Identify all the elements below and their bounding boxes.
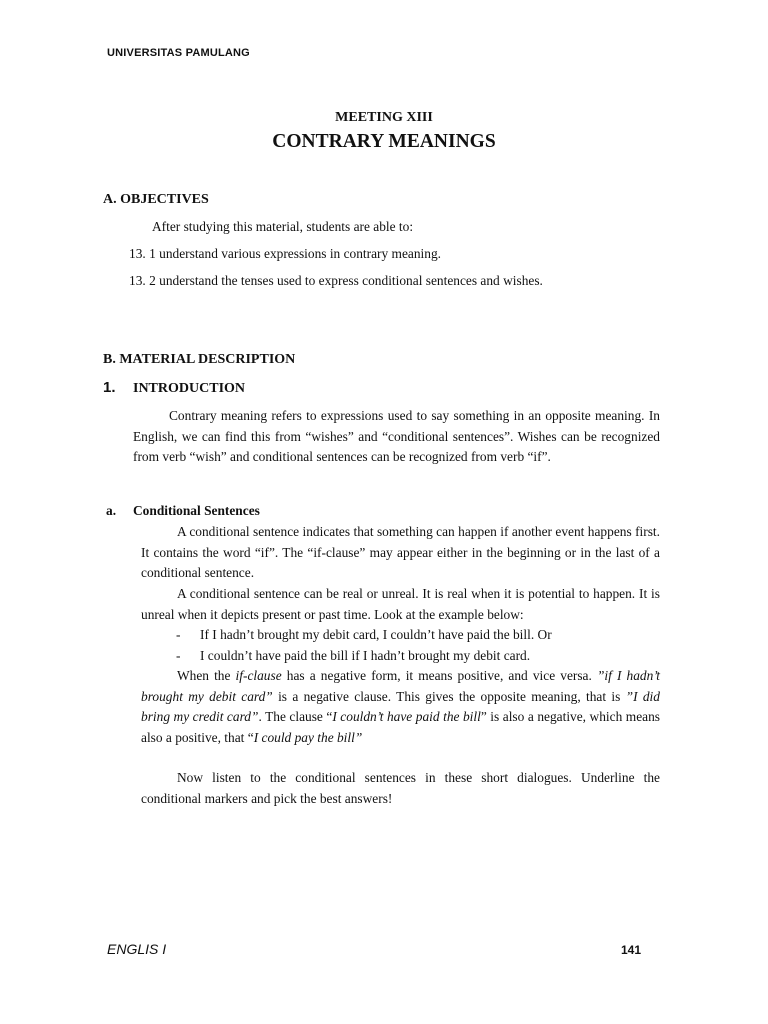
- example-dash-2: -: [176, 648, 181, 663]
- p3-italic-5: I could pay the bill”: [253, 729, 363, 745]
- p3-italic-2: ”if I hadn’t brought my debit card”: [141, 668, 660, 704]
- objectives-intro: After studying this material, students are able to:: [152, 219, 414, 234]
- conditional-letter: a.: [106, 503, 117, 518]
- header-institution: UNIVERSITAS PAMULANG: [107, 47, 250, 59]
- p3-italic-1: if-clause: [235, 668, 282, 683]
- introduction-heading: INTRODUCTION: [133, 381, 246, 396]
- example-dash-1: -: [176, 627, 181, 642]
- introduction-paragraph: Contrary meaning refers to expressions used to say something in an opposite meaning. In English, we can find this from “wishes” and “conditional sentences”. Wishes can be recognized from verb “wish” and conditional sentences can be recognized from verb “if”.: [133, 408, 660, 464]
- conditional-paragraph-4: Now listen to the conditional sentences in these short dialogues. Underline the conditional markers and pick the best answers!: [141, 770, 660, 806]
- p3-text-5: ” is also a negative, which means also a positive, that “: [141, 709, 660, 745]
- conditional-heading: Conditional Sentences: [133, 503, 260, 518]
- section-number: 1.: [103, 379, 116, 396]
- conditional-paragraph-3: [141, 666, 660, 748]
- footer-page-number: 141: [621, 943, 642, 957]
- conditional-paragraph-2: A conditional sentence can be real or unreal. It is real when it is potential to happen. It is unreal when it depicts present or past time. Look at the example below:: [141, 586, 660, 622]
- example-sentence-1: If I hadn’t brought my debit card, I couldn’t have paid the bill. Or: [200, 627, 552, 642]
- footer-course: ENGLIS I: [107, 941, 167, 957]
- p3-text-1: When the: [177, 668, 236, 683]
- example-sentence-2: I couldn’t have paid the bill if I hadn’t brought my debit card.: [200, 648, 531, 663]
- conditional-paragraph-1: A conditional sentence indicates that something can happen if another event happens first. It contains the word “if”. The “if-clause” may appear either in the beginning or in the last of a conditional sentence.: [141, 524, 660, 580]
- objectives-heading: A. OBJECTIVES: [103, 192, 209, 207]
- material-heading: B. MATERIAL DESCRIPTION: [103, 352, 296, 367]
- p3-text-4: . The clause “: [258, 709, 333, 724]
- meeting-number: MEETING XIII: [335, 110, 433, 125]
- p3-text-2: has a negative form, it means positive, and vice versa.: [281, 668, 597, 683]
- p3-text-3: is a negative clause. This gives the opposite meaning, that is: [272, 688, 626, 704]
- objective-item-1: 13. 1 understand various expressions in contrary meaning.: [129, 246, 442, 261]
- page-title: CONTRARY MEANINGS: [272, 131, 496, 152]
- p3-italic-3: ”I did bring my credit card”: [141, 688, 660, 724]
- p3-italic-4: I couldn’t have paid the bill: [332, 709, 481, 724]
- objective-item-2: 13. 2 understand the tenses used to express conditional sentences and wishes.: [129, 273, 543, 288]
